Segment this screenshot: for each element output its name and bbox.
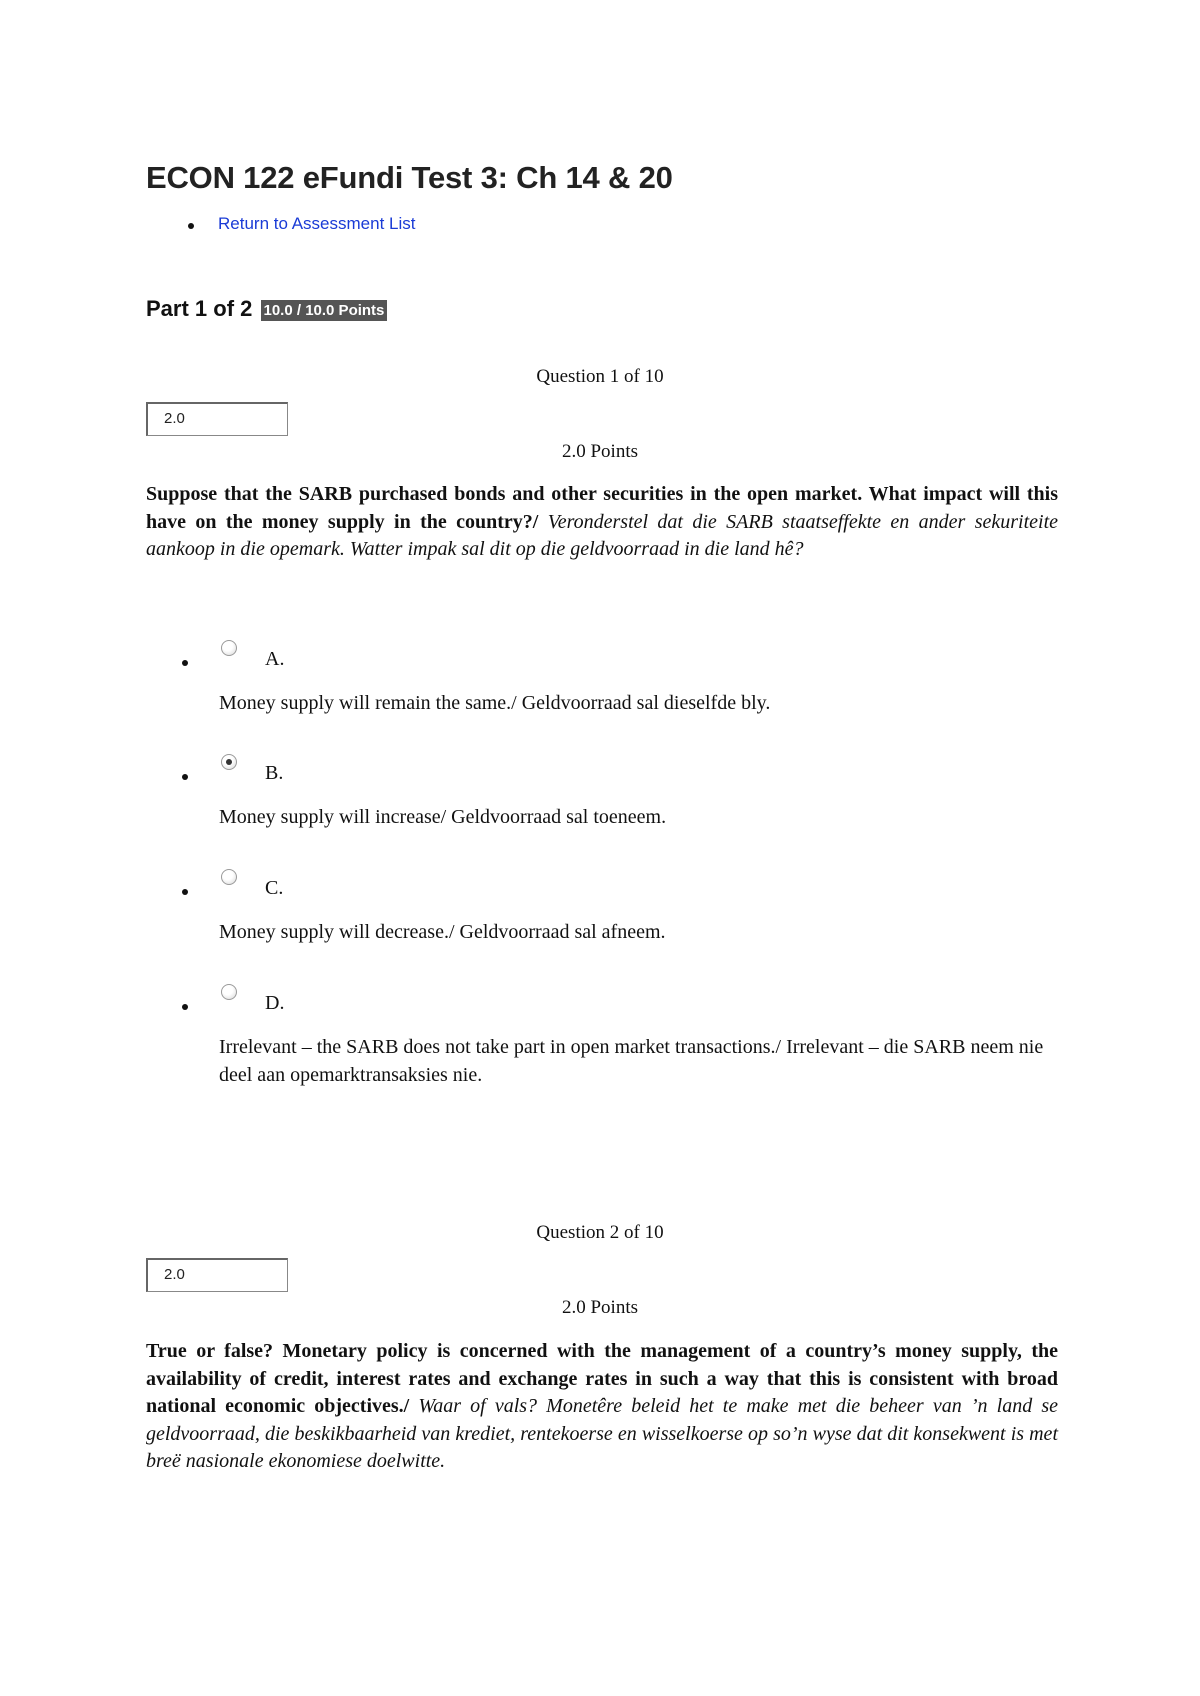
option-c-text: Money supply will decrease./ Geldvoorraad sal afneem. bbox=[219, 921, 666, 943]
question-2-text bbox=[146, 1338, 1058, 1476]
option-c-radio[interactable] bbox=[221, 869, 237, 885]
list-bullet bbox=[182, 660, 188, 666]
question-1-header: Question 1 of 10 bbox=[536, 366, 664, 387]
question-2-points: 2.0 Points bbox=[561, 1297, 639, 1318]
page-title: ECON 122 eFundi Test 3: Ch 14 & 20 bbox=[146, 160, 673, 195]
nav-list bbox=[146, 214, 415, 234]
list-bullet bbox=[182, 889, 188, 895]
option-c-letter: C. bbox=[265, 877, 284, 899]
question-1-text bbox=[146, 481, 1058, 564]
option-b-letter: B. bbox=[265, 762, 284, 784]
option-d-text: Irrelevant – the SARB does not take part in open market transactions./ Irrelevant – die SARB neem nie deel aan opemarktransaksies nie. bbox=[219, 1036, 1044, 1086]
option-d-radio[interactable] bbox=[221, 984, 237, 1000]
question-1-points: 2.0 Points bbox=[561, 441, 639, 462]
part-points-badge: 10.0 / 10.0 Points bbox=[261, 300, 388, 321]
option-b-text: Money supply will increase/ Geldvoorraad sal toeneem. bbox=[219, 806, 667, 828]
nav-list-item bbox=[146, 214, 415, 234]
part-label: Part 1 of 2 bbox=[146, 296, 253, 321]
question-1-score-input[interactable]: 2.0 bbox=[146, 402, 288, 436]
question-1-text-english: Suppose that the SARB purchased bonds and other securities in the open market. What impact will this have on the money supply in the country?/ bbox=[146, 483, 1058, 533]
part-heading bbox=[146, 296, 387, 322]
option-d-letter: D. bbox=[265, 992, 285, 1014]
option-a-radio[interactable] bbox=[221, 640, 237, 656]
question-2-text-english: True or false? Monetary policy is concerned with the management of a country’s money supply, the availability of credit, interest rates and exchange rates in such a way that this is consistent with broad national economic objectives./ bbox=[146, 1340, 1058, 1417]
question-2-text-afrikaans: Waar of vals? Monetêre beleid het te make met die beheer van ’n land se geldvoorraad, die beskikbaarheid van krediet, rentekoerse en wisselkoerse op so’n wyse dat dit konsekwent is met breë nasionale ekonomiese doelwitte. bbox=[146, 1395, 1059, 1472]
option-a-letter: A. bbox=[265, 648, 285, 670]
option-a-text: Money supply will remain the same./ Geldvoorraad sal dieselfde bly. bbox=[219, 692, 771, 714]
return-to-assessment-list-link[interactable]: Return to Assessment List bbox=[218, 214, 416, 233]
question-2-header: Question 2 of 10 bbox=[536, 1222, 664, 1243]
option-b-radio[interactable] bbox=[221, 754, 237, 770]
question-1-text-afrikaans: Veronderstel dat die SARB staatseffekte en ander sekuriteite aankoop in die opemark. Watter impak sal dit op die geldvoorraad in die land hê? bbox=[146, 510, 1059, 560]
list-bullet bbox=[182, 1004, 188, 1010]
list-bullet bbox=[182, 774, 188, 780]
question-2-score-input[interactable]: 2.0 bbox=[146, 1258, 288, 1292]
